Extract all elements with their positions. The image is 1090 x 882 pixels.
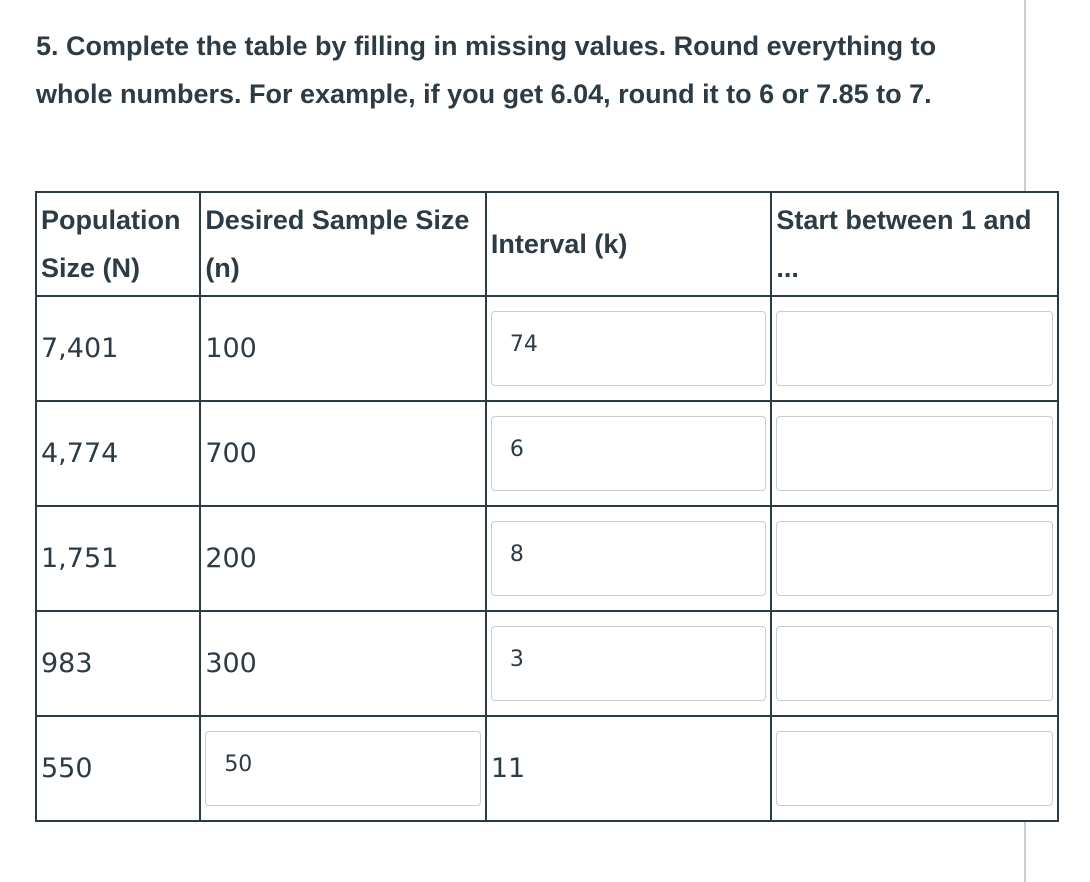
sample-value: 100 [205, 333, 257, 364]
interval-input[interactable]: 8 [491, 521, 767, 596]
population-cell [36, 296, 200, 401]
header-interval [486, 192, 772, 296]
question-text: 5. Complete the table by filling in missing values. Round everything to whole numbers. For example, if you get 6.04, round it to 6 or 7.85 to 7. [36, 31, 937, 109]
sample-cell [200, 716, 486, 821]
start-input[interactable] [776, 521, 1053, 596]
interval-cell [486, 296, 772, 401]
sample-value: 300 [205, 648, 257, 679]
interval-input[interactable]: 3 [491, 626, 767, 701]
interval-cell [486, 611, 772, 716]
population-cell [36, 506, 200, 611]
population-value: 550 [41, 753, 93, 784]
sample-cell [200, 611, 486, 716]
header-interval-label: Interval (k) [490, 229, 628, 259]
header-start [771, 192, 1058, 296]
sample-value: 700 [205, 438, 257, 469]
population-value: 7,401 [41, 333, 119, 364]
population-cell [36, 611, 200, 716]
population-value: 4,774 [41, 438, 119, 469]
population-cell [36, 401, 200, 506]
start-cell [771, 401, 1058, 506]
table-row [36, 296, 1058, 401]
interval-cell [486, 506, 772, 611]
start-cell [771, 296, 1058, 401]
start-input[interactable] [776, 731, 1053, 806]
sample-cell [200, 506, 486, 611]
interval-input[interactable]: 6 [491, 416, 767, 491]
sample-cell [200, 401, 486, 506]
table-header-row [36, 192, 1058, 296]
table-row [36, 611, 1058, 716]
header-sample [200, 192, 486, 296]
start-input[interactable] [776, 626, 1053, 701]
start-input[interactable] [776, 416, 1053, 491]
start-cell [771, 506, 1058, 611]
sample-cell [200, 296, 486, 401]
interval-value: 11 [490, 753, 526, 784]
interval-cell [486, 401, 772, 506]
header-population [36, 192, 200, 296]
header-population-label: Population Size (N) [41, 205, 181, 283]
sample-input[interactable]: 50 [205, 731, 481, 806]
start-cell [771, 716, 1058, 821]
start-cell [771, 611, 1058, 716]
population-value: 983 [41, 648, 93, 679]
population-cell [36, 716, 200, 821]
sample-value: 200 [205, 543, 257, 574]
table-row [36, 716, 1058, 821]
population-value: 1,751 [41, 543, 119, 574]
header-sample-label: Desired Sample Size (n) [205, 205, 470, 283]
interval-cell [486, 716, 772, 821]
answer-table [35, 191, 1059, 822]
start-input[interactable] [776, 311, 1053, 386]
table-row [36, 506, 1058, 611]
interval-input[interactable]: 74 [491, 311, 767, 386]
header-start-label: Start between 1 and ... [776, 205, 1032, 283]
table-row [36, 401, 1058, 506]
